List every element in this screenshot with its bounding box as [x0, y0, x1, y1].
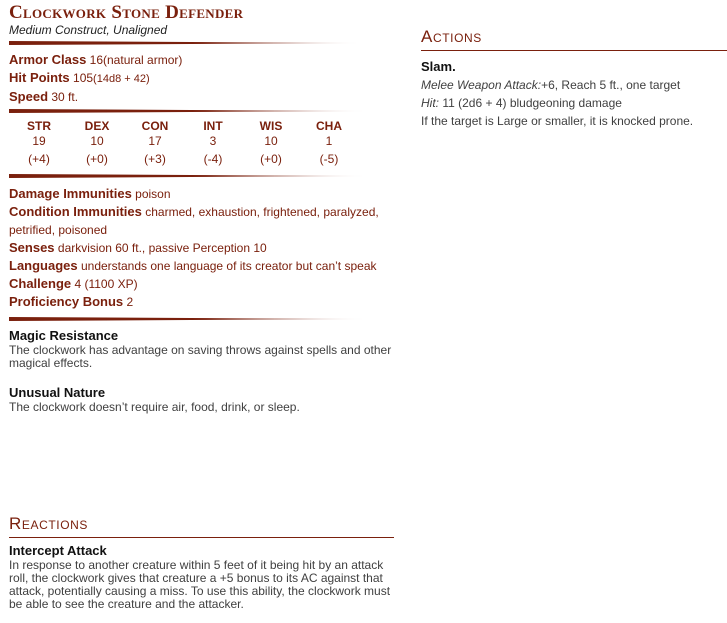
action-hit-line: Hit: 11 (2d6 + 4) bludgeoning damage [421, 96, 622, 110]
ability-int: INT 3 (-4) [203, 119, 223, 166]
armor-class-row: Armor Class 16(natural armor) [9, 52, 183, 67]
stat-block-right [421, 0, 727, 130]
reactions-heading: Reactions [9, 514, 394, 538]
divider [9, 41, 361, 45]
stat-block-left [9, 2, 399, 611]
ability-con: CON 17 (+3) [141, 119, 169, 166]
reaction-intercept-attack: Intercept Attack In response to another creature within 5 feet of it being hit by an attack roll, the clockwork gives that creature a +5 bonus to its AC against that attack, potentially causing a miss. To use this ability, the clockwork must be able to see the creature and the attacker. [9, 543, 391, 611]
action-slam [421, 58, 727, 130]
divider [9, 174, 367, 178]
ability-scores [10, 119, 399, 168]
trait-magic-resistance: Magic Resistance The clockwork has advantage on saving throws against spells and other magical effects. [9, 328, 392, 370]
proficiency-bonus-row: Proficiency Bonus 2 [9, 294, 134, 309]
challenge-row: Challenge 4 (1100 XP) [9, 276, 138, 291]
senses-row: Senses darkvision 60 ft., passive Perception 10 [9, 240, 267, 255]
damage-immunities-row: Damage Immunities poison [9, 186, 171, 201]
reactions-section [9, 514, 394, 611]
speed-row: Speed 30 ft. [9, 89, 79, 104]
action-name: Slam. [421, 59, 456, 74]
languages-row: Languages understands one language of its creator but can’t speak [9, 258, 377, 273]
ability-wis: WIS 10 (+0) [259, 119, 283, 166]
ability-str: STR 19 (+4) [27, 119, 51, 166]
condition-immunities-row: Condition Immunities charmed, exhaustion, frightened, paralyzed, petrified, poisoned [9, 204, 379, 237]
action-attack-line: Melee Weapon Attack:+6, Reach 5 ft., one target [421, 78, 681, 92]
trait-unusual-nature: Unusual Nature The clockwork doesn’t require air, food, drink, or sleep. [9, 385, 300, 414]
action-effect-line: If the target is Large or smaller, it is knocked prone. [421, 114, 694, 128]
divider [9, 317, 367, 321]
hit-points-row: Hit Points 105(14d8 + 42) [9, 70, 150, 85]
monster-subtitle: Medium Construct, Unaligned [9, 23, 168, 37]
actions-heading: Actions [421, 27, 727, 51]
ability-cha: CHA 1 (-5) [316, 119, 342, 166]
monster-name: Clockwork Stone Defender [9, 2, 244, 23]
divider [9, 109, 367, 113]
ability-dex: DEX 10 (+0) [84, 119, 110, 166]
